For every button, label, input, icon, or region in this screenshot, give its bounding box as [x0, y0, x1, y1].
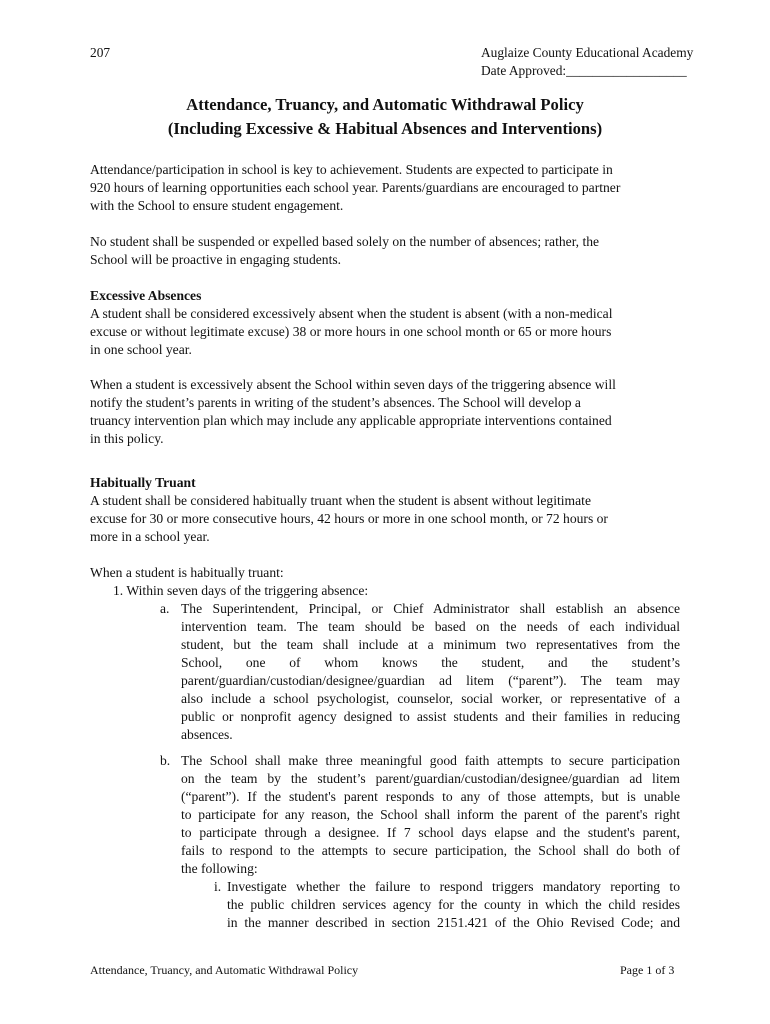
- list-item-i-line: the public children services agency for the county in which the child resides: [227, 897, 680, 912]
- list-item-a-line: student, but the team shall include at a minimum two representatives from the: [181, 637, 680, 652]
- list-item-b-line: to participate through a designee. If 7 school days elapse and the student's parent,: [181, 825, 680, 840]
- list-item-i-line: Investigate whether the failure to respond triggers mandatory reporting to: [227, 879, 680, 894]
- document-title: Attendance, Truancy, and Automatic Withdrawal Policy: [186, 95, 584, 114]
- paragraph-line: School will be proactive in engaging students.: [90, 252, 342, 267]
- list-item-a-line: School, one of whom knows the student, and the student’s: [181, 655, 680, 670]
- list-item-b-line: to participate for any reason, the School shall inform the parent of the parent's right: [181, 807, 680, 822]
- list-item-b-line: the following:: [181, 861, 258, 876]
- section-heading-excessive: Excessive Absences: [90, 288, 202, 303]
- paragraph-line: Attendance/participation in school is key to achievement. Students are expected to participate in: [90, 162, 613, 177]
- list-marker-b: b.: [160, 753, 171, 768]
- paragraph-line: When a student is excessively absent the School within seven days of the triggering absence will: [90, 377, 616, 392]
- page-number: Page 1 of 3: [620, 963, 675, 977]
- list-item-b-line: (“parent”). If the student's parent responds to any of those attempts, but is unable: [181, 789, 680, 804]
- list-marker-a: a.: [160, 601, 170, 616]
- list-item-a-line: The Superintendent, Principal, or Chief Administrator shall establish an absence: [181, 601, 680, 616]
- list-item-b-line: on the team by the student’s parent/guardian/custodian/designee/guardian ad litem: [181, 771, 680, 786]
- footer-title: Attendance, Truancy, and Automatic Withdrawal Policy: [90, 963, 359, 977]
- list-item-a-line: parent/guardian/custodian/designee/guardian ad litem (“parent”). The team may: [181, 673, 680, 688]
- document-subtitle: (Including Excessive & Habitual Absences and Interventions): [167, 119, 603, 138]
- list-marker-i: i.: [214, 879, 222, 894]
- paragraph-line: No student shall be suspended or expelled based solely on the number of absences; rather, the: [90, 234, 600, 249]
- list-item-a-line: public or nonprofit agency designed to assist students and their families in reducing: [181, 709, 680, 724]
- section-heading-habitual: Habitually Truant: [90, 475, 196, 490]
- paragraph-line: with the School to ensure student engagement.: [90, 198, 344, 213]
- paragraph-line: truancy intervention plan which may include any applicable appropriate interventions contained: [90, 413, 612, 428]
- list-item-a-line: intervention team. The team should be based on the needs of each individual: [181, 619, 680, 634]
- paragraph-line: 920 hours of learning opportunities each school year. Parents/guardians are encouraged to partner: [90, 180, 621, 195]
- list-item-i-line: in the manner described in section 2151.421 of the Ohio Revised Code; and: [227, 915, 680, 930]
- paragraph-line: more in a school year.: [90, 529, 210, 544]
- list-item-1: 1. Within seven days of the triggering absence:: [113, 583, 369, 598]
- paragraph-line: excuse for 30 or more consecutive hours, 42 hours or more in one school month, or 72 hours or: [90, 511, 608, 526]
- paragraph-line: When a student is habitually truant:: [90, 565, 284, 580]
- date-approved: Date Approved:__________________: [481, 63, 687, 78]
- paragraph-line: A student shall be considered habitually truant when the student is absent without legitimate: [90, 493, 591, 508]
- list-item-b-line: fails to respond to the attempts to secure participation, the School shall do both of: [181, 843, 680, 858]
- list-item-a-line: also include a school psychologist, counselor, social worker, or representative of a: [181, 691, 680, 706]
- paragraph-line: A student shall be considered excessively absent when the student is absent (with a non-medical: [90, 306, 613, 321]
- policy-number: 207: [90, 45, 111, 60]
- list-item-b-line: The School shall make three meaningful good faith attempts to secure participation: [181, 753, 680, 768]
- paragraph-line: excuse or without legitimate excuse) 38 or more hours in one school month or 65 or more hours: [90, 324, 612, 339]
- paragraph-line: in this policy.: [90, 431, 164, 446]
- paragraph-line: in one school year.: [90, 342, 192, 357]
- list-item-a-line: absences.: [181, 727, 233, 742]
- organization-name: Auglaize County Educational Academy: [481, 45, 694, 60]
- paragraph-line: notify the student’s parents in writing of the student’s absences. The School will develop a: [90, 395, 581, 410]
